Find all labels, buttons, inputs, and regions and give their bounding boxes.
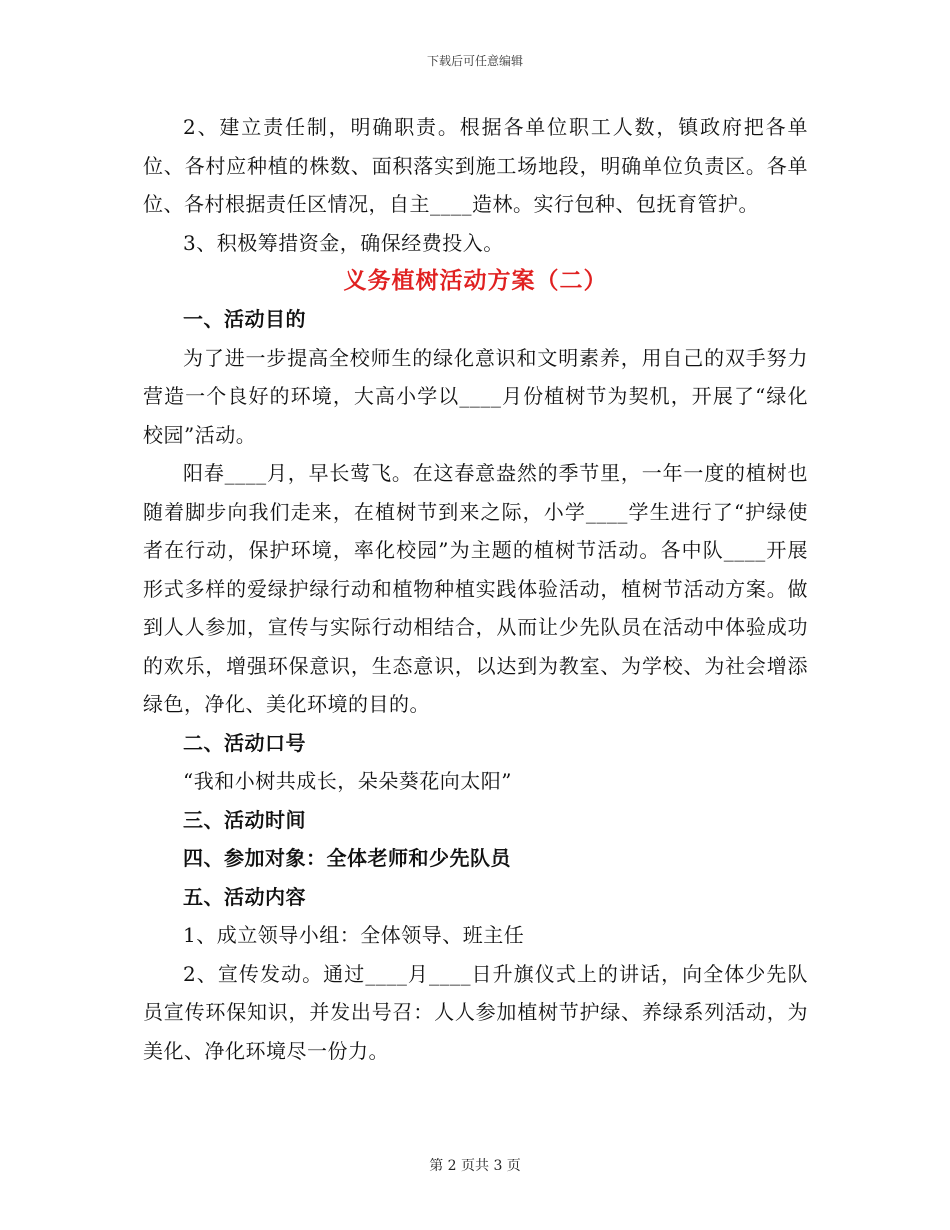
paragraph-publicity: 2、宣传发动。通过____月____日升旗仪式上的讲话，向全体少先队员宣传环保知识，并发出号召：人人参加植树节护绿、养绿系列活动，为美化、净化环境尽一份力。	[143, 961, 808, 1063]
heading-content: 五、活动内容	[183, 884, 306, 909]
section-title: 义务植树活动方案（二）	[343, 267, 608, 294]
paragraph-funding: 3、积极筹措资金，确保经费投入。	[183, 230, 504, 255]
paragraph-responsibility: 2、建立责任制，明确职责。根据各单位职工人数，镇政府把各单位、各村应种植的株数、面积落实到施工场地段，明确单位负责区。各单位、各村根据责任区情况，自主____造林。实行包种、包抚育管护。	[143, 115, 808, 216]
heading-time: 三、活动时间	[183, 807, 306, 832]
page-footer: 第 2 页共 3 页	[429, 1158, 521, 1174]
paragraph-slogan: “我和小树共成长，朵朵葵花向太阳”	[183, 769, 512, 793]
page-header: 下载后可任意编辑	[426, 54, 523, 68]
paragraph-spring: 阳春____月，早长莺飞。在这春意盎然的季节里，一年一度的植树也随着脚步向我们走来，在植树节到来之际，小学____学生进行了“护绿使者在行动，保护环境，率化校园”为主题的植树节活动。各中队____开展形式多样的爱绿护绿行动和植物种植实践体验活动，植树节活动方案。做到人人参加，宣传与实际行动相结合，从而让少先队员在活动中体验成功的欢乐，增强环保意识，生态意识，以达到为教室、为学校、为社会增添绿色，净化、美化环境的目的。	[143, 461, 808, 716]
document-body	[143, 108, 808, 1070]
paragraph-leadership: 1、成立领导小组：全体领导、班主任	[183, 923, 525, 947]
paragraph-purpose: 为了进一步提高全校师生的绿化意识和文明素养，用自己的双手努力营造一个良好的环境，大高小学以____月份植树节为契机，开展了“绿化校园”活动。	[143, 345, 808, 447]
heading-slogan: 二、活动口号	[183, 730, 306, 755]
heading-purpose: 一、活动目的	[183, 307, 306, 331]
heading-participants: 四、参加对象：全体老师和少先队员	[183, 846, 511, 870]
